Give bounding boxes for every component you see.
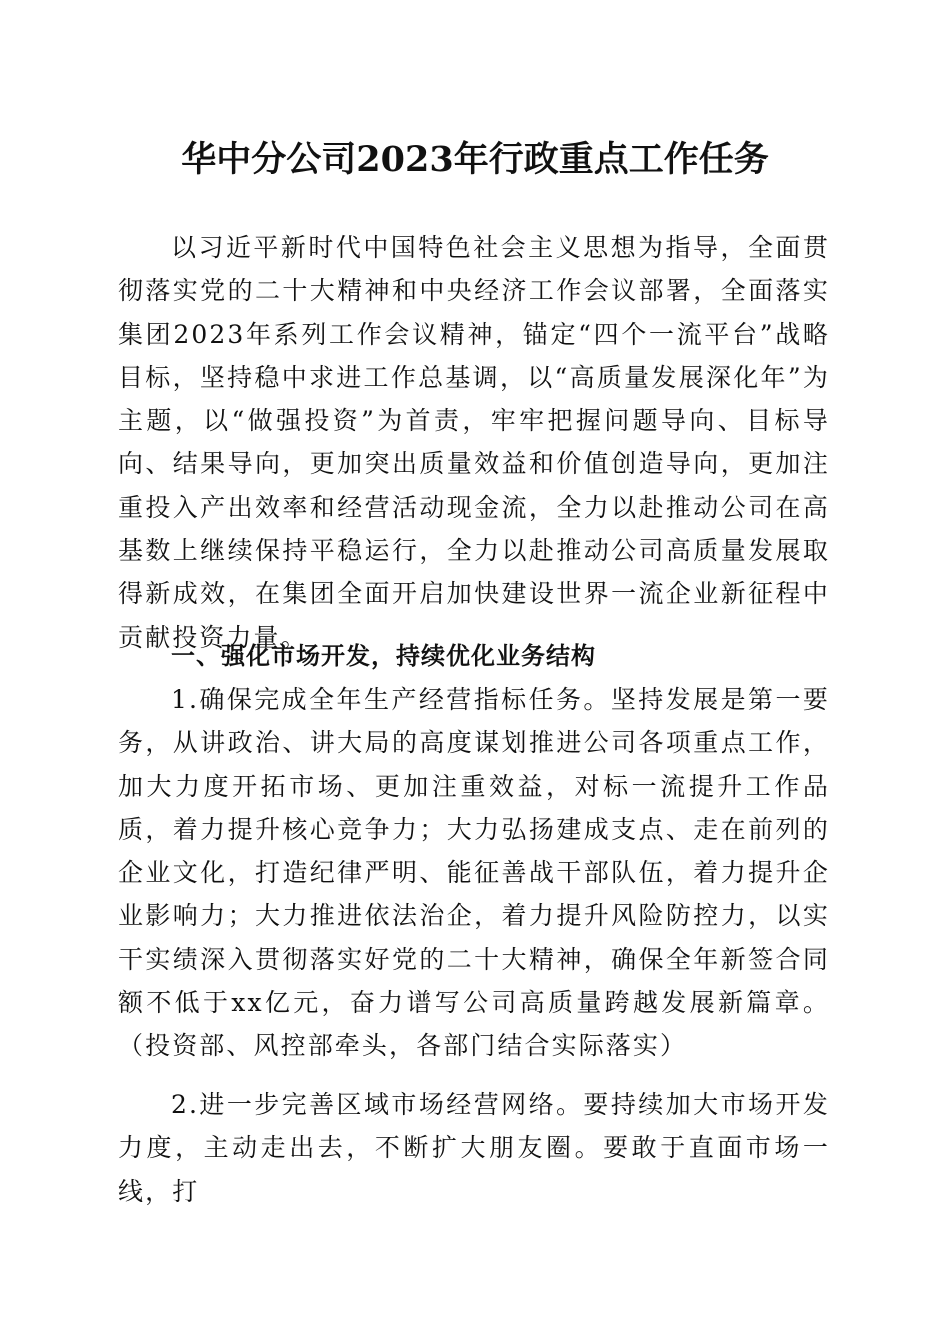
- item-paragraph-2: 2.进一步完善区域市场经营网络。要持续加大市场开发力度，主动走出去，不断扩大朋友圈。要敢于直面市场一线，打: [118, 1090, 830, 1206]
- intro-paragraph: 以习近平新时代中国特色社会主义思想为指导，全面贯彻落实党的二十大精神和中央经济工作会议部署，全面落实集团2023年系列工作会议精神，锚定“四个一流平台”战略目标，坚持稳中求进工作总基调，以“高质量发展深化年”为主题，以“做强投资”为首责，牢牢把握问题导向、目标导向、结果导向，更加突出质量效益和价值创造导向，更加注重投入产出效率和经营活动现金流，全力以赴推动公司在高基数上继续保持平稳运行，全力以赴推动公司高质量发展取得新成效，在集团全面开启加快建设世界一流企业新征程中贡献投资力量。: [118, 233, 830, 652]
- section-heading-1: 一、强化市场开发，持续优化业务结构: [171, 642, 596, 670]
- document-title: 华中分公司2023年行政重点工作任务: [181, 139, 769, 180]
- item-paragraph-1: 1.确保完成全年生产经营指标任务。坚持发展是第一要务，从讲政治、讲大局的高度谋划推进公司各项重点工作，加大力度开拓市场、更加注重效益，对标一流提升工作品质，着力提升核心竞争力；大力弘扬建成支点、走在前列的企业文化，打造纪律严明、能征善战干部队伍，着力提升企业影响力；大力推进依法治企，着力提升风险防控力，以实干实绩深入贯彻落实好党的二十大精神，确保全年新签合同额不低于xx亿元，奋力谱写公司高质量跨越发展新篇章。（投资部、风控部牵头，各部门结合实际落实）: [118, 685, 830, 1061]
